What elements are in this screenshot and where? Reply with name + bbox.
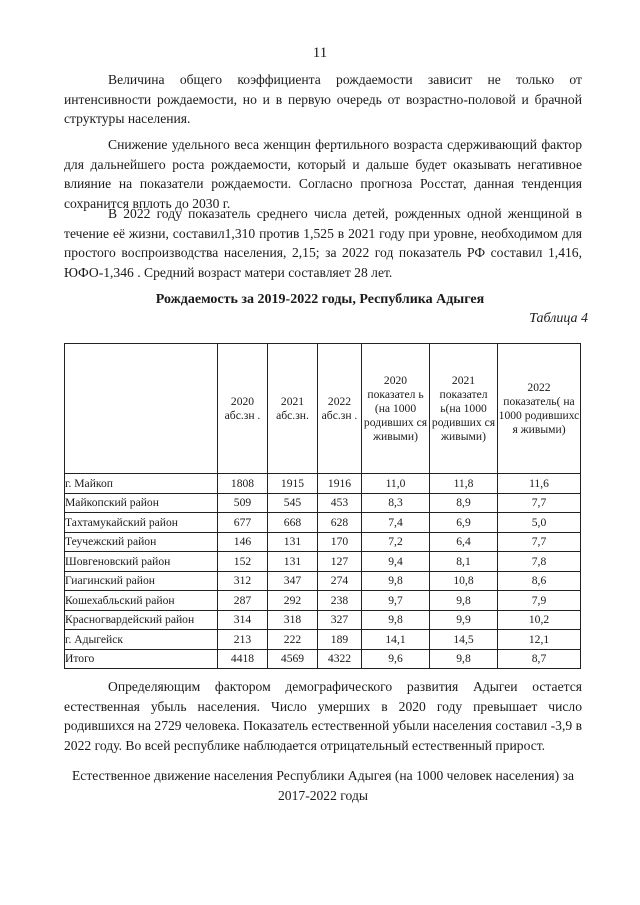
value-cell: 146 <box>218 532 268 552</box>
paragraph-birth-rate-factors: Величина общего коэффициента рождаемости зависит не только от интенсивности рождаемости, но и в первую очередь от возрастно-половой и брачной структуры населения. <box>64 72 582 126</box>
header-cell-empty <box>65 344 218 474</box>
value-cell: 189 <box>318 630 362 650</box>
value-cell: 213 <box>218 630 268 650</box>
table-row <box>65 571 581 591</box>
value-cell: 11,8 <box>430 474 498 494</box>
value-cell: 7,7 <box>498 532 581 552</box>
row-label-cell: Майкопский район <box>65 493 218 513</box>
table-row <box>65 474 581 494</box>
value-cell: 4418 <box>218 649 268 669</box>
value-cell: 314 <box>218 610 268 630</box>
value-cell: 152 <box>218 552 268 572</box>
row-label-cell: Итого <box>65 649 218 669</box>
birth-rate-table <box>64 343 581 669</box>
value-cell: 1808 <box>218 474 268 494</box>
table-row <box>65 591 581 611</box>
value-cell: 677 <box>218 513 268 533</box>
header-cell-2020-abs: 2020 абс.зн . <box>218 344 268 474</box>
value-cell: 1915 <box>268 474 318 494</box>
table-header-row <box>65 344 581 474</box>
header-cell-2021-abs: 2021 абс.зн. <box>268 344 318 474</box>
value-cell: 14,1 <box>362 630 430 650</box>
value-cell: 9,8 <box>362 571 430 591</box>
paragraph-children-per-woman: В 2022 году показатель среднего числа детей, рожденных одной женщиной в течение её жизни, составил1,310 против 1,525 в 2021 году при уровне, необходимом для простого воспроизводства населения, 2,15; за 2022 год показатель РФ составил 1,416, ЮФО-1,346 . Средний возраст матери составляет 28 лет. <box>64 206 582 280</box>
value-cell: 9,7 <box>362 591 430 611</box>
value-cell: 14,5 <box>430 630 498 650</box>
value-cell: 11,6 <box>498 474 581 494</box>
table-label: Таблица 4 <box>529 311 588 326</box>
value-cell: 312 <box>218 571 268 591</box>
value-cell: 347 <box>268 571 318 591</box>
table-row <box>65 610 581 630</box>
row-label-cell: Красногвардейский район <box>65 610 218 630</box>
value-cell: 127 <box>318 552 362 572</box>
row-label-cell: Тахтамукайский район <box>65 513 218 533</box>
value-cell: 12,1 <box>498 630 581 650</box>
value-cell: 453 <box>318 493 362 513</box>
value-cell: 8,7 <box>498 649 581 669</box>
value-cell: 222 <box>268 630 318 650</box>
value-cell: 9,4 <box>362 552 430 572</box>
row-label-cell: Шовгеновский район <box>65 552 218 572</box>
row-label-cell: Кошехабльский район <box>65 591 218 611</box>
value-cell: 8,9 <box>430 493 498 513</box>
value-cell: 628 <box>318 513 362 533</box>
value-cell: 8,3 <box>362 493 430 513</box>
value-cell: 6,4 <box>430 532 498 552</box>
value-cell: 1916 <box>318 474 362 494</box>
value-cell: 10,8 <box>430 571 498 591</box>
value-cell: 274 <box>318 571 362 591</box>
table-row <box>65 493 581 513</box>
paragraph-fertile-women: Снижение удельного веса женщин фертильного возраста сдерживающий фактор для дальнейшего роста рождаемости, который и дальше будет оказывать негативное влияние на показатели рождаемости. Согласно прогноза Росстат, данная тенденция сохранится вплоть до 2030 г. <box>64 137 582 211</box>
table-row <box>65 552 581 572</box>
value-cell: 327 <box>318 610 362 630</box>
value-cell: 6,9 <box>430 513 498 533</box>
value-cell: 9,8 <box>430 649 498 669</box>
table-row <box>65 649 581 669</box>
value-cell: 4322 <box>318 649 362 669</box>
table-row <box>65 532 581 552</box>
value-cell: 287 <box>218 591 268 611</box>
header-cell-2022-abs: 2022 абс.зн . <box>318 344 362 474</box>
value-cell: 238 <box>318 591 362 611</box>
paragraph-natural-decline: Определяющим фактором демографического развития Адыгеи остается естественная убыль населения. Число умерших в 2020 году превышает число родившихся на 2729 человека. Показатель естественной убыли населения составил -3,9 в 2022 году. Во всей республике наблюдается отрицательный естественный прирост. <box>64 679 582 753</box>
header-cell-2021-rate: 2021 показател ь(на 1000 родивших ся живыми) <box>430 344 498 474</box>
table-title: Рождаемость за 2019-2022 годы, Республика Адыгея <box>155 292 485 307</box>
value-cell: 318 <box>268 610 318 630</box>
value-cell: 4569 <box>268 649 318 669</box>
row-label-cell: г. Адыгейск <box>65 630 218 650</box>
value-cell: 9,8 <box>362 610 430 630</box>
value-cell: 8,6 <box>498 571 581 591</box>
value-cell: 131 <box>268 552 318 572</box>
row-label-cell: Теучежский район <box>65 532 218 552</box>
value-cell: 545 <box>268 493 318 513</box>
header-cell-2022-rate: 2022 показатель( на 1000 родившихс я живыми) <box>498 344 581 474</box>
value-cell: 7,4 <box>362 513 430 533</box>
value-cell: 668 <box>268 513 318 533</box>
value-cell: 9,9 <box>430 610 498 630</box>
table-row <box>65 630 581 650</box>
closing-title: Естественное движение населения Республики Адыгея (на 1000 человек населения) за 2017-2022 годы <box>71 768 574 803</box>
value-cell: 7,7 <box>498 493 581 513</box>
value-cell: 10,2 <box>498 610 581 630</box>
value-cell: 7,9 <box>498 591 581 611</box>
value-cell: 11,0 <box>362 474 430 494</box>
header-cell-2020-rate: 2020 показател ь (на 1000 родивших ся живыми) <box>362 344 430 474</box>
value-cell: 292 <box>268 591 318 611</box>
row-label-cell: г. Майкоп <box>65 474 218 494</box>
value-cell: 9,8 <box>430 591 498 611</box>
row-label-cell: Гиагинский район <box>65 571 218 591</box>
value-cell: 8,1 <box>430 552 498 572</box>
page-number: 11 <box>312 45 328 61</box>
value-cell: 509 <box>218 493 268 513</box>
value-cell: 7,2 <box>362 532 430 552</box>
value-cell: 131 <box>268 532 318 552</box>
table-row <box>65 513 581 533</box>
value-cell: 7,8 <box>498 552 581 572</box>
value-cell: 170 <box>318 532 362 552</box>
value-cell: 5,0 <box>498 513 581 533</box>
value-cell: 9,6 <box>362 649 430 669</box>
